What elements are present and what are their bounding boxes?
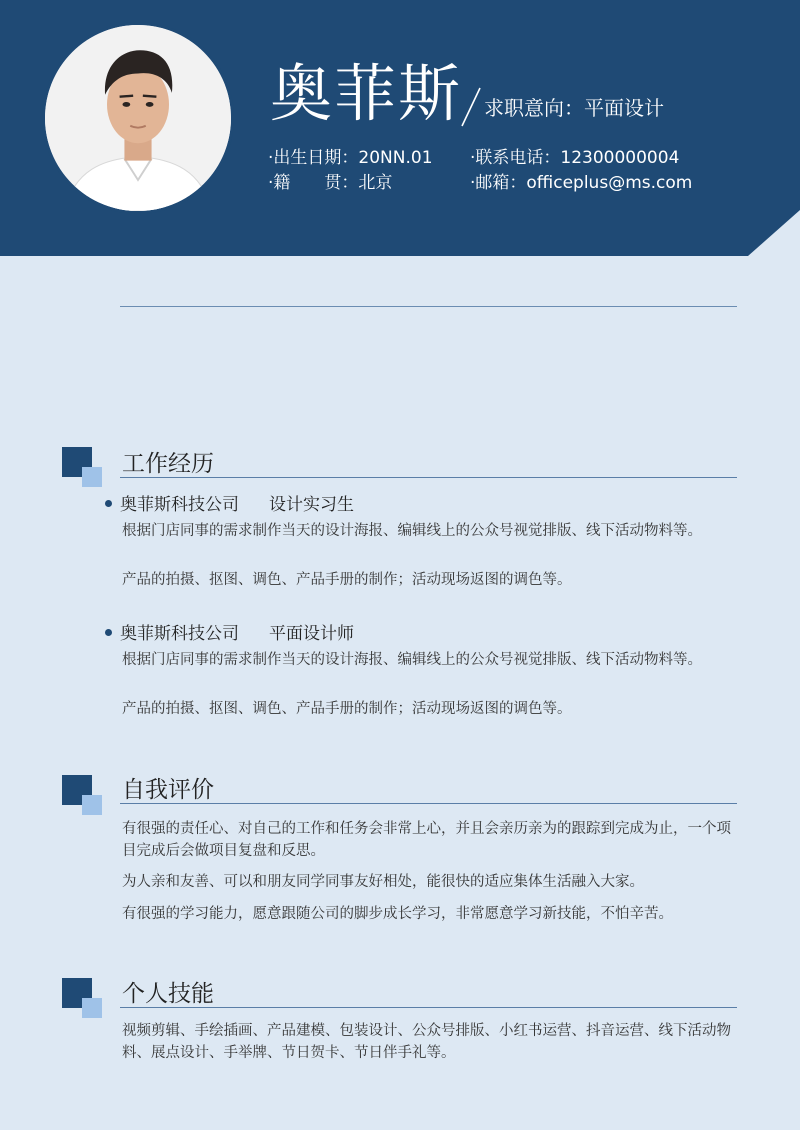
job-heading (105, 490, 354, 515)
job-description: 产品的拍摄、抠图、调色、产品手册的制作；活动现场返图的调色等。 (122, 701, 572, 717)
bullet-dot (105, 629, 112, 636)
section-title-work: 工作经历 (122, 451, 214, 477)
job-description: 根据门店同事的需求制作当天的设计海报、编辑线上的公众号视觉排版、线下活动物料等。 (122, 523, 702, 539)
section-marker-icon (62, 978, 102, 1018)
self-eval-paragraph: 有很强的责任心、对自己的工作和任务会非常上心，并且会亲历亲为的跟踪到完成为止，一个项目完成后会做项目复盘和反思。 (122, 821, 731, 859)
phone: ·联系电话：12300000004 (470, 148, 680, 168)
section-divider (120, 477, 737, 478)
section-marker-icon (62, 447, 102, 487)
email: ·邮箱：officeplus@ms.com (470, 173, 693, 193)
slash-divider (458, 84, 484, 130)
section-divider (120, 1007, 737, 1008)
top-divider (120, 306, 737, 307)
job-role: 设计实习生 (269, 495, 354, 515)
section-divider (120, 803, 737, 804)
self-eval-paragraph: 有很强的学习能力，愿意跟随公司的脚步成长学习，非常愿意学习新技能，不怕辛苦。 (122, 906, 673, 922)
job-company: 奥菲斯科技公司 (120, 624, 239, 644)
job-role: 平面设计师 (269, 624, 354, 644)
birth-date: ·出生日期：20NN.01 (268, 148, 433, 168)
bullet-dot (105, 500, 112, 507)
section-title-skills: 个人技能 (122, 981, 214, 1007)
job-description: 产品的拍摄、抠图、调色、产品手册的制作；活动现场返图的调色等。 (122, 572, 572, 588)
job-intent: 求职意向：平面设计 (484, 96, 664, 120)
avatar (42, 22, 234, 214)
job-heading (105, 619, 354, 644)
job-company: 奥菲斯科技公司 (120, 495, 239, 515)
section-title-self: 自我评价 (122, 777, 214, 803)
skills-paragraph: 视频剪辑、手绘插画、产品建模、包装设计、公众号排版、小红书运营、抖音运营、线下活动物料、展点设计、手举牌、节日贺卡、节日伴手礼等。 (122, 1023, 731, 1061)
job-description: 根据门店同事的需求制作当天的设计海报、编辑线上的公众号视觉排版、线下活动物料等。 (122, 652, 702, 668)
section-marker-icon (62, 775, 102, 815)
candidate-name: 奥菲斯 (270, 57, 463, 130)
self-eval-paragraph: 为人亲和友善、可以和朋友同学同事友好相处，能很快的适应集体生活融入大家。 (122, 874, 644, 890)
native-place: ·籍 贯：北京 (268, 173, 393, 193)
profile-photo (45, 25, 231, 211)
